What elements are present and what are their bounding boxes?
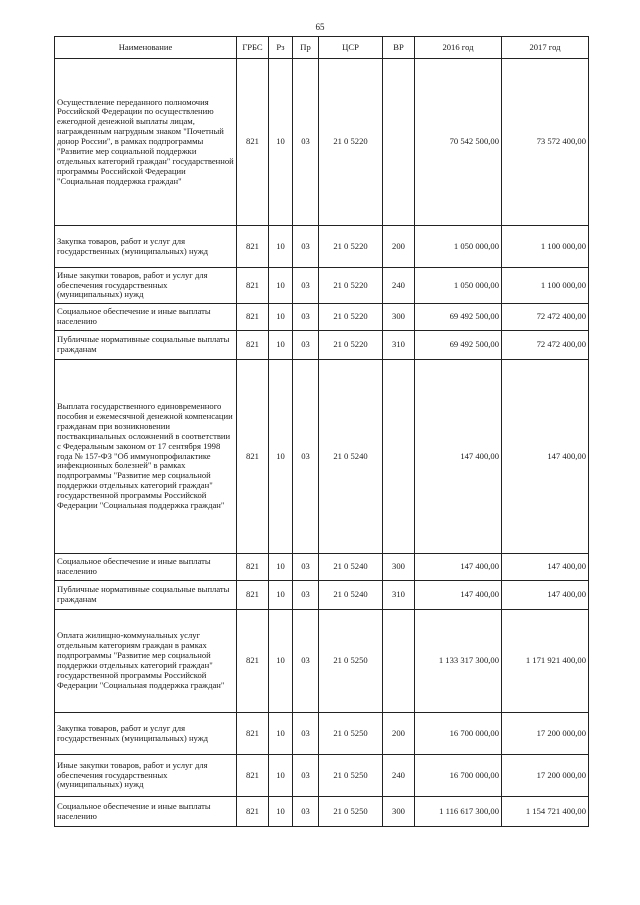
- row-csr: 21 0 5240: [319, 360, 383, 554]
- row-name: Публичные нормативные социальные выплаты гражданам: [55, 581, 237, 610]
- row-pr: 03: [293, 331, 319, 360]
- page-number: 65: [315, 22, 325, 32]
- row-amount-2016: 16 700 000,00: [415, 755, 502, 797]
- row-vr: 200: [383, 713, 415, 755]
- row-amount-2016: 1 050 000,00: [415, 226, 502, 268]
- row-rz: 10: [269, 304, 293, 331]
- row-pr: 03: [293, 59, 319, 226]
- row-pr: 03: [293, 610, 319, 713]
- row-pr: 03: [293, 797, 319, 827]
- row-rz: 10: [269, 268, 293, 304]
- row-csr: 21 0 5220: [319, 59, 383, 226]
- row-csr: 21 0 5240: [319, 554, 383, 581]
- budget-table: [54, 36, 589, 827]
- row-name: Публичные нормативные социальные выплаты гражданам: [55, 331, 237, 360]
- row-name: Осуществление переданного полномочия Российской Федерации по осуществлению ежегодной денежной выплаты лицам, награжденным нагрудным знаком "Почетный донор России", в рамках подпрограммы "Развитие мер социальной поддержки отдельных категорий граждан" государственной программы Российской Федерации "Социальная поддержка граждан": [55, 59, 237, 226]
- row-grbs: 821: [237, 226, 269, 268]
- header-csr: ЦСР: [319, 37, 383, 59]
- table-row: [55, 797, 589, 827]
- row-amount-2017: 147 400,00: [502, 360, 589, 554]
- row-amount-2016: 1 050 000,00: [415, 268, 502, 304]
- row-rz: 10: [269, 610, 293, 713]
- row-rz: 10: [269, 581, 293, 610]
- row-amount-2017: 72 472 400,00: [502, 331, 589, 360]
- row-name: Закупка товаров, работ и услуг для государственных (муниципальных) нужд: [55, 713, 237, 755]
- table-row: [55, 268, 589, 304]
- row-vr: 300: [383, 304, 415, 331]
- row-pr: 03: [293, 360, 319, 554]
- row-grbs: 821: [237, 59, 269, 226]
- table-header-row: [55, 37, 589, 59]
- row-csr: 21 0 5250: [319, 797, 383, 827]
- row-name: Социальное обеспечение и иные выплаты населению: [55, 554, 237, 581]
- header-2017: 2017 год: [502, 37, 589, 59]
- row-rz: 10: [269, 360, 293, 554]
- row-name: Социальное обеспечение и иные выплаты населению: [55, 797, 237, 827]
- row-amount-2016: 16 700 000,00: [415, 713, 502, 755]
- row-csr: 21 0 5220: [319, 304, 383, 331]
- row-pr: 03: [293, 304, 319, 331]
- row-name: Оплата жилищно-коммунальных услуг отдельным категориям граждан в рамках подпрограммы "Развитие мер социальной поддержки отдельных категорий граждан" государственной программы Российской Федерации "Социальная поддержка граждан": [55, 610, 237, 713]
- table-row: [55, 581, 589, 610]
- row-name: Социальное обеспечение и иные выплаты населению: [55, 304, 237, 331]
- row-grbs: 821: [237, 797, 269, 827]
- row-rz: 10: [269, 755, 293, 797]
- row-pr: 03: [293, 554, 319, 581]
- row-amount-2017: 1 154 721 400,00: [502, 797, 589, 827]
- row-amount-2016: 1 116 617 300,00: [415, 797, 502, 827]
- row-vr: 310: [383, 581, 415, 610]
- row-amount-2017: 1 171 921 400,00: [502, 610, 589, 713]
- row-rz: 10: [269, 797, 293, 827]
- row-name: Выплата государственного единовременного пособия и ежемесячной денежной компенсации гражданам при возникновении поствакцинальных осложнений в соответствии с Федеральным законом от 17 сентября 1998 года № 157-ФЗ "Об иммунопрофилактике инфекционных болезней" в рамках подпрограммы "Развитие мер социальной поддержки отдельных категорий граждан" государственной программы Российской Федерации "Социальная поддержка граждан": [55, 360, 237, 554]
- row-amount-2017: 72 472 400,00: [502, 304, 589, 331]
- row-name: Иные закупки товаров, работ и услуг для обеспечения государственных (муниципальных) нужд: [55, 755, 237, 797]
- row-grbs: 821: [237, 581, 269, 610]
- row-csr: 21 0 5250: [319, 610, 383, 713]
- row-amount-2017: 1 100 000,00: [502, 226, 589, 268]
- row-vr: 300: [383, 554, 415, 581]
- row-csr: 21 0 5220: [319, 226, 383, 268]
- row-vr: 240: [383, 755, 415, 797]
- row-pr: 03: [293, 581, 319, 610]
- row-vr: 310: [383, 331, 415, 360]
- row-rz: 10: [269, 713, 293, 755]
- row-amount-2016: 1 133 317 300,00: [415, 610, 502, 713]
- row-amount-2016: 147 400,00: [415, 554, 502, 581]
- row-rz: 10: [269, 59, 293, 226]
- row-vr: 200: [383, 226, 415, 268]
- table-row: [55, 304, 589, 331]
- row-vr: 240: [383, 268, 415, 304]
- row-amount-2016: 147 400,00: [415, 360, 502, 554]
- header-grbs: ГРБС: [237, 37, 269, 59]
- table-row: [55, 755, 589, 797]
- row-csr: 21 0 5220: [319, 268, 383, 304]
- table-row: [55, 331, 589, 360]
- row-pr: 03: [293, 226, 319, 268]
- row-vr: 300: [383, 797, 415, 827]
- header-rz: Рз: [269, 37, 293, 59]
- row-grbs: 821: [237, 713, 269, 755]
- row-grbs: 821: [237, 360, 269, 554]
- row-grbs: 821: [237, 331, 269, 360]
- row-csr: 21 0 5250: [319, 755, 383, 797]
- row-vr: [383, 610, 415, 713]
- table-row: [55, 226, 589, 268]
- row-rz: 10: [269, 226, 293, 268]
- row-csr: 21 0 5240: [319, 581, 383, 610]
- row-pr: 03: [293, 755, 319, 797]
- row-name: Закупка товаров, работ и услуг для государственных (муниципальных) нужд: [55, 226, 237, 268]
- row-amount-2016: 69 492 500,00: [415, 331, 502, 360]
- header-2016: 2016 год: [415, 37, 502, 59]
- header-pr: Пр: [293, 37, 319, 59]
- row-rz: 10: [269, 554, 293, 581]
- row-amount-2017: 17 200 000,00: [502, 755, 589, 797]
- row-amount-2016: 147 400,00: [415, 581, 502, 610]
- row-grbs: 821: [237, 268, 269, 304]
- row-vr: [383, 59, 415, 226]
- row-amount-2017: 147 400,00: [502, 581, 589, 610]
- table-row: [55, 610, 589, 713]
- row-grbs: 821: [237, 755, 269, 797]
- row-amount-2017: 147 400,00: [502, 554, 589, 581]
- row-grbs: 821: [237, 610, 269, 713]
- row-name: Иные закупки товаров, работ и услуг для обеспечения государственных (муниципальных) нужд: [55, 268, 237, 304]
- row-amount-2017: 73 572 400,00: [502, 59, 589, 226]
- table-row: [55, 59, 589, 226]
- row-amount-2017: 17 200 000,00: [502, 713, 589, 755]
- row-grbs: 821: [237, 304, 269, 331]
- row-csr: 21 0 5250: [319, 713, 383, 755]
- row-pr: 03: [293, 268, 319, 304]
- row-vr: [383, 360, 415, 554]
- row-rz: 10: [269, 331, 293, 360]
- row-grbs: 821: [237, 554, 269, 581]
- row-amount-2016: 70 542 500,00: [415, 59, 502, 226]
- table-row: [55, 554, 589, 581]
- row-csr: 21 0 5220: [319, 331, 383, 360]
- table-row: [55, 360, 589, 554]
- row-amount-2017: 1 100 000,00: [502, 268, 589, 304]
- row-pr: 03: [293, 713, 319, 755]
- header-name: Наименование: [55, 37, 237, 59]
- row-amount-2016: 69 492 500,00: [415, 304, 502, 331]
- table-row: [55, 713, 589, 755]
- header-vr: ВР: [383, 37, 415, 59]
